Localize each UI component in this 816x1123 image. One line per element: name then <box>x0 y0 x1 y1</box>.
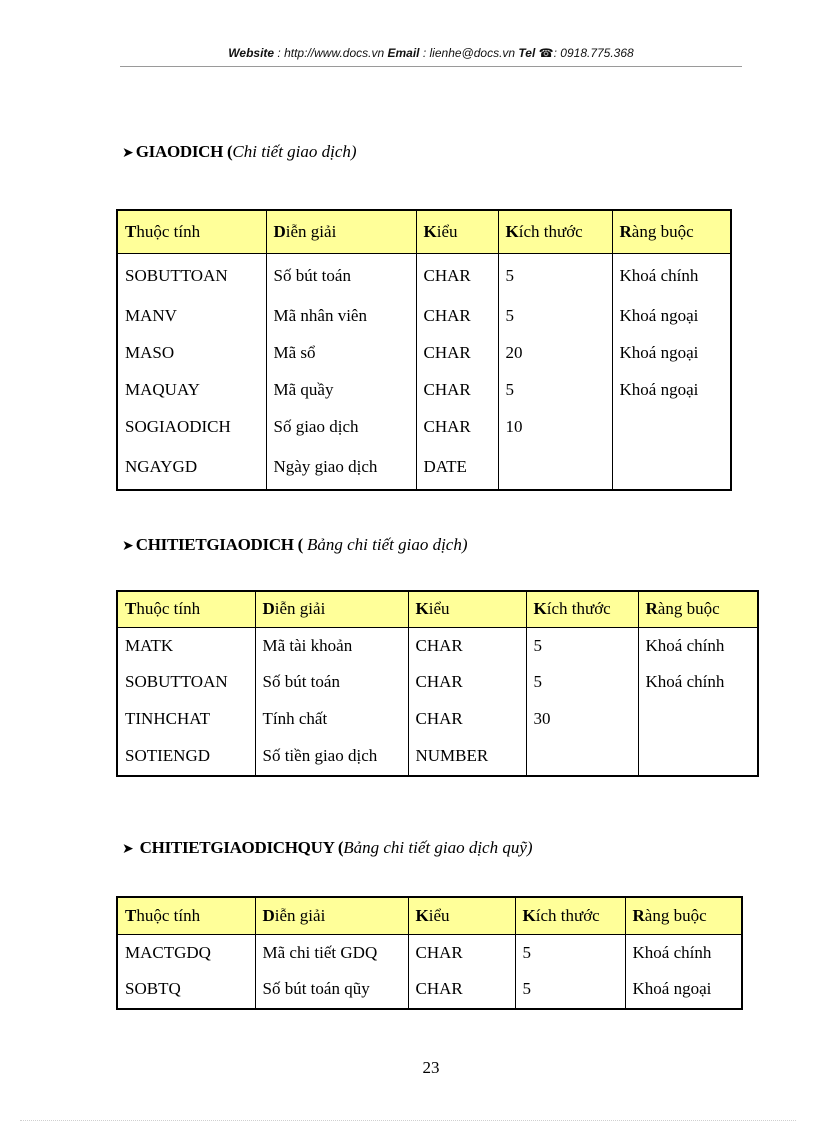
attribute-type: DATE <box>416 445 498 490</box>
column-header-initial: K <box>415 905 429 925</box>
table-row <box>117 934 742 971</box>
attribute-constraint <box>612 408 731 445</box>
attribute-type: CHAR <box>408 627 526 664</box>
table-row <box>117 445 731 490</box>
attribute-constraint: Khoá ngoại <box>612 371 731 408</box>
attribute-type: NUMBER <box>408 737 526 776</box>
table-row <box>117 253 731 298</box>
column-header-rest: ích thước <box>518 221 583 241</box>
table-name: GIAODICH <box>135 142 224 161</box>
table-description: Chi tiết giao dịch) <box>232 142 357 161</box>
attribute-name: SOGIAODICH <box>117 408 266 445</box>
column-header-rest: ích thước <box>546 599 611 619</box>
column-header <box>255 591 408 627</box>
table-description: Bảng chi tiết giao dịch quỹ) <box>343 838 533 857</box>
table-name: CHITIETGIAODICHQUY <box>135 838 334 857</box>
table-header-row <box>117 591 758 627</box>
attribute-name: SOTIENGD <box>117 737 255 776</box>
attribute-name: SOBUTTOAN <box>117 253 266 298</box>
column-header <box>498 210 612 253</box>
column-header-initial: R <box>645 599 658 619</box>
table-row <box>117 408 731 445</box>
column-header <box>612 210 731 253</box>
column-header-rest: huộc tính <box>136 905 201 925</box>
attribute-constraint: Khoá ngoại <box>612 298 731 335</box>
column-header <box>255 897 408 934</box>
table-row <box>117 298 731 335</box>
attribute-constraint: Khoá chính <box>612 253 731 298</box>
attribute-name: MACTGDQ <box>117 934 255 971</box>
attribute-table-chitietgiaodichquy <box>116 896 743 1010</box>
column-header <box>117 210 266 253</box>
attribute-constraint: Khoá chính <box>625 934 742 971</box>
table-row <box>117 335 731 372</box>
column-header-initial: D <box>273 221 286 241</box>
attribute-constraint <box>638 737 758 776</box>
column-header-initial: T <box>125 599 137 619</box>
attribute-size: 5 <box>515 934 625 971</box>
attribute-name: SOBUTTOAN <box>117 664 255 701</box>
attribute-size <box>526 737 638 776</box>
email-value: : lienhe@docs.vn <box>422 46 516 60</box>
column-header-rest: huộc tính <box>136 221 201 241</box>
column-header-rest: huộc tính <box>136 599 201 619</box>
attribute-type: CHAR <box>416 298 498 335</box>
website-label: Website <box>228 46 275 60</box>
attribute-type: CHAR <box>416 335 498 372</box>
column-header-initial: R <box>619 221 632 241</box>
attribute-constraint: Khoá ngoại <box>612 335 731 372</box>
attribute-description: Mã tài khoản <box>255 627 408 664</box>
attribute-name: MAQUAY <box>117 371 266 408</box>
column-header-initial: R <box>632 905 645 925</box>
attribute-description: Số giao dịch <box>266 408 416 445</box>
tel-label: Tel <box>518 46 536 60</box>
attribute-constraint: Khoá chính <box>638 627 758 664</box>
column-header-initial: K <box>423 221 437 241</box>
column-header-rest: ích thước <box>535 905 600 925</box>
column-header-rest: iểu <box>428 905 450 925</box>
column-header <box>625 897 742 934</box>
table-header-row <box>117 897 742 934</box>
column-header-rest: iễn giải <box>274 905 326 925</box>
attribute-size: 30 <box>526 701 638 738</box>
column-header-rest: àng buộc <box>644 905 707 925</box>
table-header-row <box>117 210 731 253</box>
attribute-description: Ngày giao dịch <box>266 445 416 490</box>
attribute-size: 5 <box>498 371 612 408</box>
column-header-initial: T <box>125 905 137 925</box>
attribute-size: 5 <box>515 971 625 1010</box>
attribute-type: CHAR <box>416 408 498 445</box>
attribute-description: Số bút toán <box>266 253 416 298</box>
table-row <box>117 971 742 1010</box>
email-label: Email <box>387 46 420 60</box>
column-header <box>408 897 515 934</box>
arrow-bullet-icon: ➤ <box>122 841 134 857</box>
table-row <box>117 371 731 408</box>
attribute-size <box>498 445 612 490</box>
column-header-rest: iễn giải <box>285 221 337 241</box>
column-header <box>117 897 255 934</box>
attribute-size: 20 <box>498 335 612 372</box>
attribute-size: 10 <box>498 408 612 445</box>
attribute-size: 5 <box>526 664 638 701</box>
attribute-description: Mã quầy <box>266 371 416 408</box>
column-header-initial: K <box>505 221 519 241</box>
table-row <box>117 664 758 701</box>
column-header <box>638 591 758 627</box>
column-header-rest: àng buộc <box>631 221 694 241</box>
attribute-constraint <box>612 445 731 490</box>
column-header-rest: àng buộc <box>657 599 720 619</box>
page-header <box>120 46 742 66</box>
header-divider <box>120 66 742 67</box>
phone-icon: ☎ <box>538 46 554 60</box>
column-header-initial: D <box>262 599 275 619</box>
table-row <box>117 701 758 738</box>
attribute-constraint <box>638 701 758 738</box>
attribute-size: 5 <box>526 627 638 664</box>
attribute-description: Mã sổ <box>266 335 416 372</box>
column-header-rest: iểu <box>428 599 450 619</box>
section-title-chitietgiaodichquy: ➤ CHITIETGIAODICHQUY (Bảng chi tiết giao dịch quỹ) <box>122 838 533 857</box>
attribute-type: CHAR <box>408 934 515 971</box>
column-header-initial: T <box>125 221 137 241</box>
attribute-name: MATK <box>117 627 255 664</box>
attribute-table-giaodich <box>116 209 732 491</box>
column-header <box>416 210 498 253</box>
attribute-size: 5 <box>498 253 612 298</box>
attribute-table-chitietgiaodich <box>116 590 759 777</box>
arrow-bullet-icon: ➤ <box>122 145 134 161</box>
attribute-type: CHAR <box>416 371 498 408</box>
attribute-description: Tính chất <box>255 701 408 738</box>
attribute-size: 5 <box>498 298 612 335</box>
attribute-description: Mã nhân viên <box>266 298 416 335</box>
attribute-name: NGAYGD <box>117 445 266 490</box>
attribute-description: Mã chi tiết GDQ <box>255 934 408 971</box>
column-header <box>515 897 625 934</box>
website-value: : http://www.docs.vn <box>277 46 385 60</box>
column-header-initial: K <box>522 905 536 925</box>
attribute-name: TINHCHAT <box>117 701 255 738</box>
attribute-description: Số bút toán <box>255 664 408 701</box>
column-header <box>408 591 526 627</box>
attribute-name: MANV <box>117 298 266 335</box>
attribute-type: CHAR <box>408 971 515 1010</box>
table-name: CHITIETGIAODICH <box>135 535 294 554</box>
footer-divider <box>20 1120 796 1121</box>
section-title-chitietgiaodich: ➤ CHITIETGIAODICH ( Bảng chi tiết giao dịch) <box>122 535 468 554</box>
attribute-constraint: Khoá ngoại <box>625 971 742 1010</box>
arrow-bullet-icon: ➤ <box>122 538 134 554</box>
column-header-rest: iểu <box>436 221 458 241</box>
attribute-description: Số bút toán qũy <box>255 971 408 1010</box>
attribute-description: Số tiền giao dịch <box>255 737 408 776</box>
table-row <box>117 737 758 776</box>
page-number: 23 <box>422 1058 440 1077</box>
tel-value: : 0918.775.368 <box>553 46 634 60</box>
column-header <box>266 210 416 253</box>
column-header-initial: K <box>415 599 429 619</box>
attribute-type: CHAR <box>408 664 526 701</box>
table-row <box>117 627 758 664</box>
table-description: Bảng chi tiết giao dịch) <box>306 535 468 554</box>
attribute-constraint: Khoá chính <box>638 664 758 701</box>
column-header <box>117 591 255 627</box>
column-header-rest: iễn giải <box>274 599 326 619</box>
column-header-initial: K <box>533 599 547 619</box>
attribute-type: CHAR <box>408 701 526 738</box>
attribute-name: MASO <box>117 335 266 372</box>
section-title-giaodich: ➤ GIAODICH (Chi tiết giao dịch) <box>122 142 357 161</box>
attribute-name: SOBTQ <box>117 971 255 1010</box>
column-header <box>526 591 638 627</box>
attribute-type: CHAR <box>416 253 498 298</box>
column-header-initial: D <box>262 905 275 925</box>
